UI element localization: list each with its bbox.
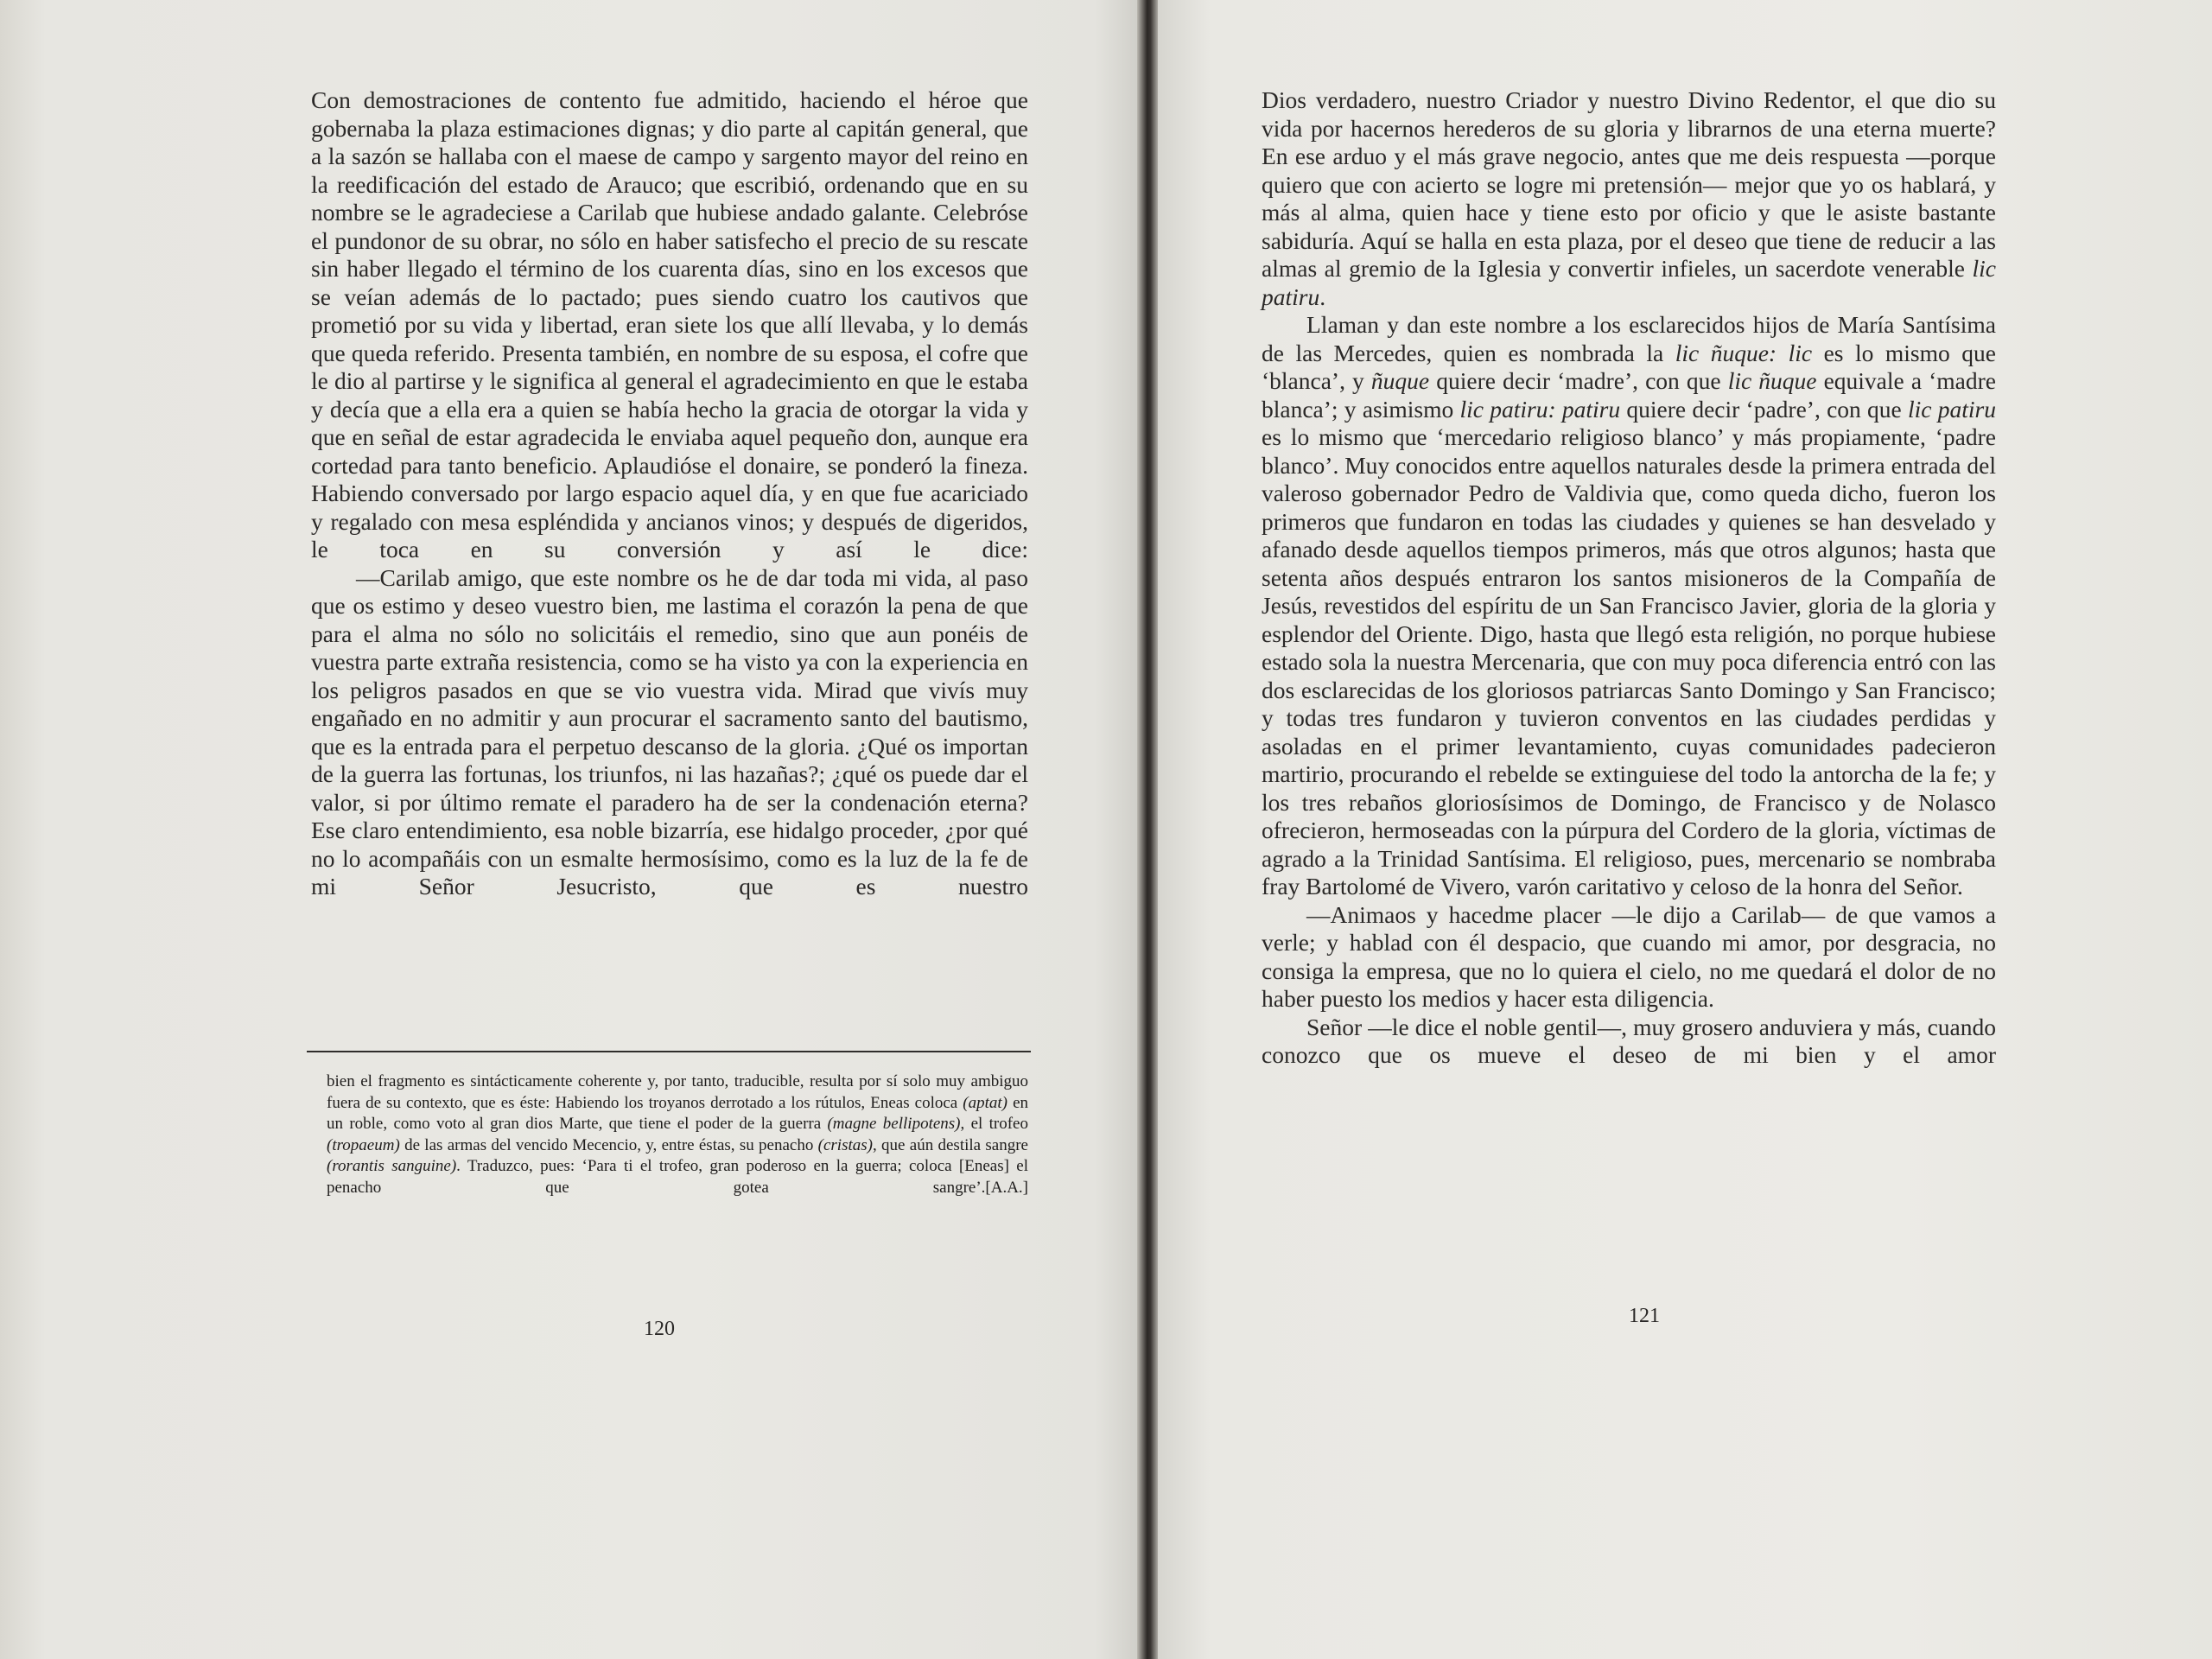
right-paragraph-2 bbox=[1262, 311, 1996, 901]
footnote-text: . Traduzco, pues: ‘Para ti el trofeo, gran poderoso en la guerra; coloca [Eneas] el penacho que gotea sangre’.[A.A.] bbox=[327, 1157, 1028, 1197]
footnote-italic: (magne bellipotens) bbox=[827, 1115, 961, 1133]
right-paragraph-4: Señor —le dice el noble gentil—, muy grosero anduviera y más, cuando conozco que os mueve el deseo de mi bien y el amor bbox=[1262, 1013, 1996, 1068]
footnote-italic: (aptat) bbox=[963, 1093, 1008, 1112]
footnote-rule bbox=[307, 1051, 1031, 1052]
footnote-text: , el trofeo bbox=[960, 1115, 1028, 1133]
left-paragraph-2: —Carilab amigo, que este nombre os he de dar toda mi vida, al paso que os estimo y deseo vuestro bien, me lastima el corazón la pena de que para el alma no sólo no solicitáis el remedio, sino que aun ponéis de vuestra parte extraña resistencia, como se ha visto ya con la experiencia en los peligros pasados en que se vio vuestra vida. Mirad que vivís muy engañado en no admitir y aun procurar el sacramento santo del bautismo, que es la entrada para el perpetuo descanso de la gloria. ¿Qué os importan de la guerra las fortunas, los triunfos, ni las hazañas?; ¿qué os puede dar el valor, si por último remate el paradero ha de ser la condenación eterna? Ese claro entendimiento, esa noble bizarría, ese hidalgo proceder, ¿por qué no lo acompañáis con un esmalte hermosísimo, como es la luz de la fe de mi Señor Jesucristo, que es nuestro bbox=[311, 563, 1028, 899]
paragraph-italic: lic patiru bbox=[1262, 255, 1996, 310]
footnote-text: en un roble, como voto al gran dios Marte, que tiene el poder de la guerra bbox=[327, 1093, 1029, 1133]
footnote-italic: (rorantis sanguine) bbox=[327, 1157, 457, 1175]
left-text-column bbox=[311, 86, 1028, 901]
paragraph-text: Dios verdadero, nuestro Criador y nuestro Divino Redentor, el que dio su vida por hacernos herederos de su gloria y librarnos de una eterna muerte? En ese arduo y el más grave negocio, antes que me deis respuesta —porque quiero que con acierto se logre mi pretensión— mejor que yo os hablará, y más al alma, quien hace y tiene esto por oficio y que le asiste bastante sabiduría. Aquí se halla en esta plaza, por el deseo que tiene de reducir a las almas al gremio de la Iglesia y convertir infieles, un sacerdote venerable bbox=[1262, 86, 1996, 282]
paragraph-text: . bbox=[1319, 283, 1326, 310]
paragraph-italic: ñuque bbox=[1370, 367, 1430, 394]
right-text-column bbox=[1262, 86, 1996, 1070]
footnote-text: bien el fragmento es sintácticamente coherente y, por tanto, traducible, resulta por sí solo muy ambiguo fuera de su contexto, que es éste: Habiendo los troyanos derrotado a los rútulos, Eneas coloca bbox=[327, 1072, 1028, 1112]
paragraph-text: es lo mismo que ‘mercedario religioso blanco’ y más propiamente, ‘padre blanco’. Muy conocidos entre aquellos naturales desde la primera entrada del valeroso gobernador Pedro de Valdivia que, como queda dicho, fueron los primeros que fundaron en todas las ciudades y quienes se han desvelado y afanado desde aquellos tiempos primeros, más que otros algunos; hasta que setenta años después entraron los santos misioneros de la Compañía de Jesús, revestidos del espíritu de un San Francisco Javier, gloria de la gloria y esplendor del Oriente. Digo, hasta que llegó esta religión, no porque hubiese estado sola la nuestra Mercenaria, que con muy poca diferencia entró con las dos esclarecidas de los gloriosos patriarcas Santo Domingo y San Francisco; y todas tres fundaron y tuvieron conventos en las ciudades perdidas y asoladas en el primer levantamiento, cuyas comunidades padecieron martirio, procurando el rebelde se extinguiese del todo la antorcha de la fe; y los tres rebaños gloriosísimos de Domingo, de Francisco y de Nolasco ofrecieron, hermoseadas con la púrpura del Cordero de la gloria, víctimas de agrado a la Trinidad Santísima. El religioso, pues, mercenario se nombraba fray Bartolomé de Vivero, varón caritativo y celoso de la honra del Señor. bbox=[1262, 423, 1996, 899]
paragraph-text: es lo mismo que ‘blanca’, y bbox=[1262, 339, 1996, 394]
page-number-left: 120 bbox=[644, 1318, 675, 1340]
right-paragraph-1 bbox=[1262, 86, 1996, 311]
paragraph-text: quiere decir ‘padre’, con que bbox=[1620, 395, 1908, 423]
footnote-italic: (tropaeum) bbox=[327, 1135, 400, 1154]
left-paragraph-1: Con demostraciones de contento fue admitido, haciendo el héroe que gobernaba la plaza estimaciones dignas; y dio parte al capitán general, que a la sazón se hallaba con el maese de campo y sargento mayor del reino en la reedificación del estado de Arauco; que escribió, ordenando que en su nombre se le agradeciese a Carilab que hubiese andado galante. Celebróse el pundonor de su obrar, no sólo en haber satisfecho el precio de su rescate sin haber llegado el término de los cuarenta días, sino en los excesos que se veían además de lo pactado; pues siendo cuatro los cautivos que prometió por su vida y libertad, eran siete los que allí llevaba, y lo demás que queda referido. Presenta también, en nombre de su esposa, el cofre que le dio al partirse y le significa al general el agradecimiento en que le estaba y decía que a ella era a quien se había hecho la gracia de otorgar la vida y que en señal de estar agradecida le enviaba aquel pequeño don, aunque era cortedad para tanto beneficio. Aplaudióse el donaire, se ponderó la fineza. Habiendo conversado por largo espacio aquel día, y en que fue acariciado y regalado con mesa espléndida y ancianos vinos; y después de digeridos, le toca en su conversión y así le dice: bbox=[311, 86, 1028, 563]
footnote-text: de las armas del vencido Mecencio, y, entre éstas, su penacho bbox=[399, 1135, 818, 1154]
paragraph-text: Llaman y dan este nombre a los esclarecidos hijos de María Santísima de las Mercedes, quien es nombrada la bbox=[1262, 311, 1996, 366]
right-page bbox=[1158, 0, 2212, 1659]
book-gutter bbox=[1137, 0, 1160, 1659]
footnote-italic: (cristas) bbox=[817, 1135, 873, 1154]
paragraph-italic: lic ñuque: lic bbox=[1675, 339, 1813, 366]
paragraph-italic: lic ñuque bbox=[1727, 367, 1817, 394]
footnote-text: , que aún destila sangre bbox=[872, 1135, 1028, 1154]
right-paragraph-3: —Animaos y hacedme placer —le dijo a Carilab— de que vamos a verle; y hablad con él despacio, que cuando mi amor, por desgracia, no consiga la empresa, que no lo quiera el cielo, no me quedará el dolor de no haber puesto los medios y hacer esta diligencia. bbox=[1262, 900, 1996, 1012]
paragraph-italic: lic patiru bbox=[1908, 395, 1996, 423]
page-number-right: 121 bbox=[1629, 1305, 1660, 1327]
paragraph-italic: lic patiru: patiru bbox=[1459, 395, 1621, 423]
paragraph-text: equivale a ‘madre blanca’; y asimismo bbox=[1262, 367, 1996, 423]
paragraph-text: quiere decir ‘madre’, con que bbox=[1429, 367, 1728, 394]
footnote bbox=[327, 1071, 1028, 1198]
